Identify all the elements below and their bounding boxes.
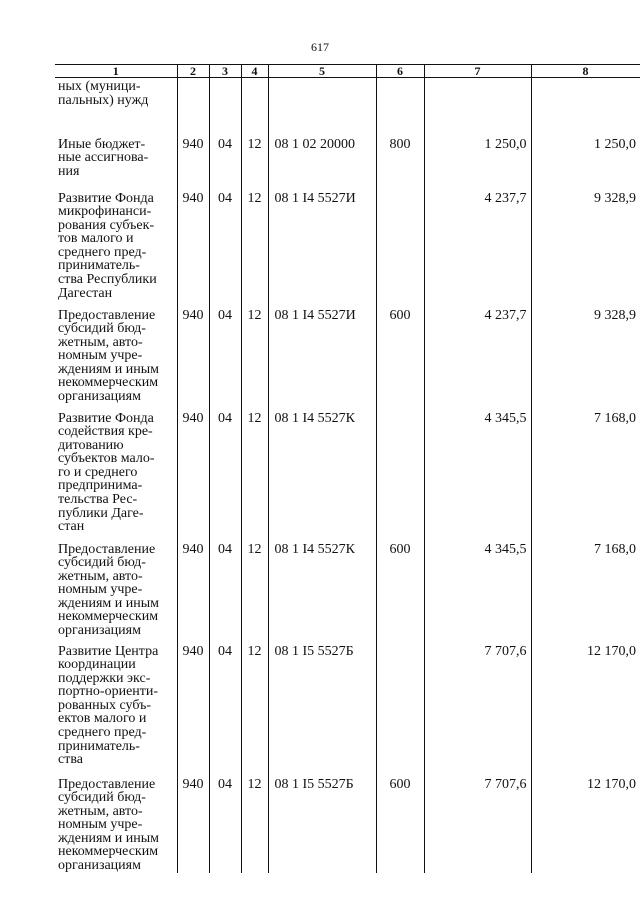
cell-expense-type: 600 — [376, 774, 424, 873]
table-row — [55, 539, 640, 641]
cell-expense-type — [376, 408, 424, 539]
row-name: Развитие Фонда содействия кре- дитованию субъектов мало- го и среднего предпринима- тельства Рес- публики Даге- стан — [58, 410, 155, 535]
cell-expense-type: 800 — [376, 134, 424, 188]
cell-section: 04 — [209, 408, 241, 539]
table-row — [55, 305, 640, 408]
cell-section: 04 — [209, 539, 241, 641]
header-row — [55, 65, 640, 78]
cell-expense-type — [376, 188, 424, 305]
cell-amount-1: 7 707,6 — [424, 774, 531, 873]
row-name: Иные бюджет- ные ассигнова- ния — [58, 136, 149, 179]
cell-section — [209, 78, 241, 134]
cell-target-code — [268, 78, 376, 134]
col-header-4: 4 — [241, 65, 268, 78]
cell-target-code: 08 1 I5 5527Б — [268, 774, 376, 873]
cell-ministry-code: 940 — [177, 305, 209, 408]
cell-target-code: 08 1 I4 5527И — [268, 305, 376, 408]
page-number: 617 — [311, 40, 329, 54]
cell-amount-1: 1 250,0 — [424, 134, 531, 188]
cell-ministry-code: 940 — [177, 408, 209, 539]
cell-amount-2: 9 328,9 — [531, 188, 640, 305]
cell-amount-2: 12 170,0 — [531, 774, 640, 873]
cell-subsection: 12 — [241, 305, 268, 408]
table-row — [55, 188, 640, 305]
cell-section: 04 — [209, 305, 241, 408]
cell-section: 04 — [209, 188, 241, 305]
budget-table — [55, 64, 640, 873]
cell-section: 04 — [209, 641, 241, 774]
cell-amount-1: 4 237,7 — [424, 305, 531, 408]
row-name: ных (муници- пальных) нужд — [58, 79, 149, 108]
table-row — [55, 134, 640, 188]
cell-expense-type: 600 — [376, 539, 424, 641]
col-header-8: 8 — [531, 65, 640, 78]
col-header-7: 7 — [424, 65, 531, 78]
col-header-2: 2 — [177, 65, 209, 78]
cell-subsection: 12 — [241, 408, 268, 539]
cell-amount-2: 9 328,9 — [531, 305, 640, 408]
cell-expense-type — [376, 78, 424, 134]
cell-amount-2: 1 250,0 — [531, 134, 640, 188]
table-row — [55, 774, 640, 873]
cell-amount-1: 4 345,5 — [424, 539, 531, 641]
cell-amount-1 — [424, 78, 531, 134]
cell-section: 04 — [209, 134, 241, 188]
row-name: Предоставление субсидий бюд- жетным, авто- номным учре- ждениям и иным некоммерческим организациям — [58, 541, 160, 639]
cell-target-code: 08 1 I4 5527К — [268, 408, 376, 539]
cell-subsection: 12 — [241, 539, 268, 641]
row-name: Предоставление субсидий бюд- жетным, авто- номным учре- ждениям и иным некоммерческим организациям — [58, 307, 160, 405]
cell-amount-2: 12 170,0 — [531, 641, 640, 774]
cell-ministry-code: 940 — [177, 539, 209, 641]
cell-subsection: 12 — [241, 134, 268, 188]
cell-ministry-code: 940 — [177, 641, 209, 774]
cell-section: 04 — [209, 774, 241, 873]
cell-expense-type: 600 — [376, 305, 424, 408]
cell-ministry-code — [177, 78, 209, 134]
cell-ministry-code: 940 — [177, 134, 209, 188]
col-header-5: 5 — [268, 65, 376, 78]
cell-amount-2: 7 168,0 — [531, 539, 640, 641]
cell-ministry-code: 940 — [177, 774, 209, 873]
table-row — [55, 641, 640, 774]
cell-amount-2: 7 168,0 — [531, 408, 640, 539]
table-row — [55, 408, 640, 539]
cell-target-code: 08 1 I4 5527И — [268, 188, 376, 305]
cell-amount-1: 7 707,6 — [424, 641, 531, 774]
row-name: Развитие Центра координации поддержки экс- портно-ориенти- рованных субъ- ектов малого и среднего пред- приниматель- ства — [58, 643, 159, 768]
cell-subsection: 12 — [241, 641, 268, 774]
col-header-6: 6 — [376, 65, 424, 78]
row-name: Развитие Фонда микрофинанси- рования субъек- тов малого и среднего пред- приниматель- ства Республики Дагестан — [58, 190, 157, 301]
cell-subsection: 12 — [241, 774, 268, 873]
cell-ministry-code: 940 — [177, 188, 209, 305]
cell-subsection — [241, 78, 268, 134]
cell-target-code: 08 1 I4 5527К — [268, 539, 376, 641]
cell-expense-type — [376, 641, 424, 774]
cell-amount-1: 4 345,5 — [424, 408, 531, 539]
row-name: Предоставление субсидий бюд- жетным, авто- номным учре- ждениям и иным некоммерческим организациям — [58, 776, 160, 874]
cell-target-code: 08 1 I5 5527Б — [268, 641, 376, 774]
cell-amount-1: 4 237,7 — [424, 188, 531, 305]
cell-target-code: 08 1 02 20000 — [268, 134, 376, 188]
col-header-3: 3 — [209, 65, 241, 78]
col-header-1: 1 — [55, 65, 177, 78]
cell-amount-2 — [531, 78, 640, 134]
cell-subsection: 12 — [241, 188, 268, 305]
table-row — [55, 78, 640, 134]
